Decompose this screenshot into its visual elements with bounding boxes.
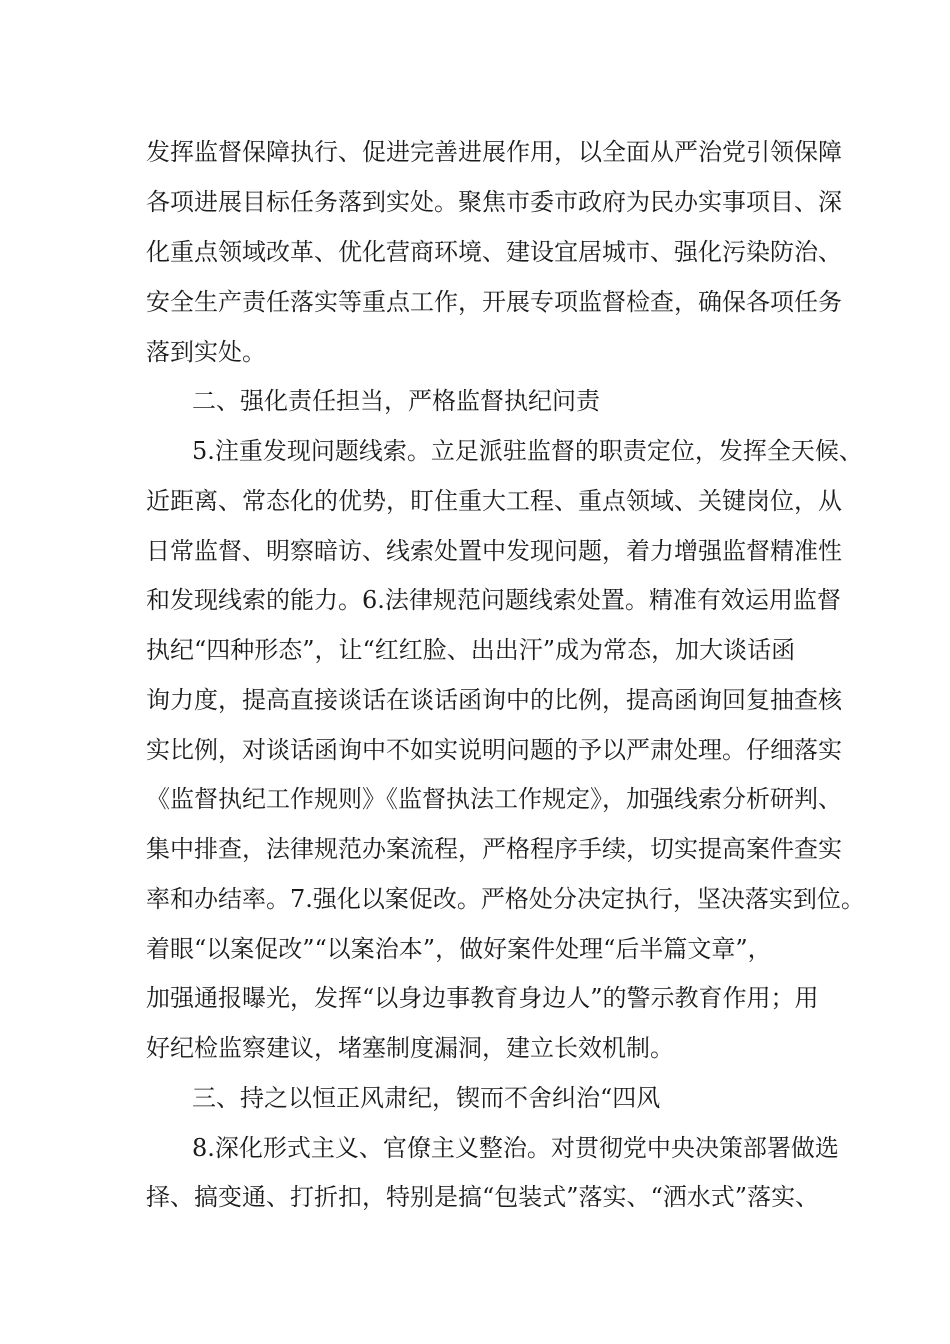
- text-line: 发挥监督保障执行、促进完善进展作用，以全面从严治党引领保障: [146, 138, 842, 166]
- text-line: 询力度，提高直接谈话在谈话函询中的比例，提高函询回复抽查核: [146, 686, 842, 714]
- text-line: 5.注重发现问题线索。立足派驻监督的职责定位，发挥全天候、: [192, 437, 863, 465]
- text-line: 择、搞变通、打折扣，特别是搞“包装式”落实、“洒水式”落实、: [146, 1183, 820, 1211]
- text-line: 各项进展目标任务落到实处。聚焦市委市政府为民办实事项目、深: [146, 188, 842, 216]
- text-line: 8.深化形式主义、官僚主义整治。对贯彻党中央决策部署做选: [192, 1134, 839, 1162]
- section-heading: 三、持之以恒正风肃纪，锲而不舍纠治“四风: [192, 1084, 661, 1112]
- text-line: 着眼“以案促改”“以案治本”，做好案件处理“后半篇文章”，: [146, 935, 772, 963]
- text-line: 落到实处。: [146, 338, 266, 366]
- text-line: 化重点领域改革、优化营商环境、建设宜居城市、强化污染防治、: [146, 238, 842, 266]
- section-heading: 二、强化责任担当，严格监督执纪问责: [192, 387, 600, 415]
- text-line: 日常监督、明察暗访、线索处置中发现问题，着力增强监督精准性: [146, 537, 842, 565]
- text-line: 加强通报曝光，发挥“以身边事教育身边人”的警示教育作用；用: [146, 984, 819, 1012]
- text-line: 安全生产责任落实等重点工作，开展专项监督检查，确保各项任务: [146, 288, 842, 316]
- text-line: 和发现线索的能力。6.法律规范问题线索处置。精准有效运用监督: [146, 586, 841, 614]
- text-line: 近距离、常态化的优势，盯住重大工程、重点领域、关键岗位，从: [146, 487, 842, 515]
- text-line: 好纪检监察建议，堵塞制度漏洞，建立长效机制。: [146, 1034, 674, 1062]
- text-line: 集中排查，法律规范办案流程，严格程序手续，切实提高案件查实: [146, 835, 842, 863]
- text-line: 《监督执纪工作规则》《监督执法工作规定》，加强线索分析研判、: [146, 785, 842, 813]
- text-line: 率和办结率。7.强化以案促改。严格处分决定执行，坚决落实到位。: [146, 885, 865, 913]
- text-line: 执纪“四种形态”，让“红红脸、出出汗”成为常态，加大谈话函: [146, 636, 796, 664]
- text-line: 实比例，对谈话函询中不如实说明问题的予以严肃处理。仔细落实: [146, 736, 842, 764]
